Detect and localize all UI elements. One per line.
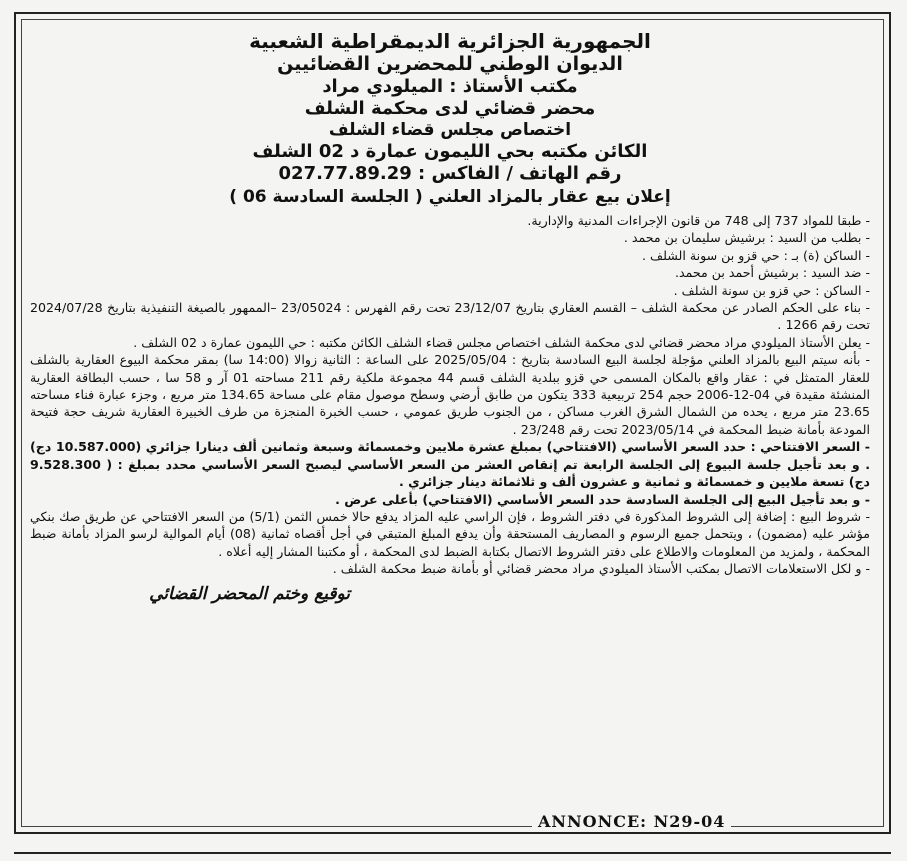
notice-header bbox=[30, 30, 870, 209]
paragraph-legal-basis: - طبقا للمواد 737 إلى 748 من قانون الإجراءات المدنية والإدارية. bbox=[527, 213, 870, 228]
header-office: الديوان الوطني للمحضرين القضائيين bbox=[277, 53, 623, 75]
paragraph-sale-details: - بأنه سيتم البيع بالمزاد العلني مؤجلة لجلسة البيع السادسة بتاريخ : 2025/05/04 على الساعة : الثانية زوالا (14:00 سا) بمقر محكمة البيوع العقارية بالشلف للعقار المتمثل في : عقار واقع بالمكان المسمى حي قزو ببلدية الشلف قسم 44 مجموعة ملكية رقم 211 مساحته 01 آر و 58 سا ، حسب البطاقة العقارية المنشئة مقيدة في 04-12-2006 حجم 254 تربيعية 333 يتكون من طابق أرضي وسطح موصول مقام على مساحة 134.65 متر مربع ، وجزء عبارة فناء مساحته 23.65 متر مربع ، يحده من الشمال الشرق الغرب مساكن ، من الجنوب طريق عمومي ، حسب الخبرة المنجزة من طرف الخبيرة العقارية شريف حجة فتيحة المودعة بأمانة ضبط المحكمة في 2023/05/14 تحت رقم 23/248 . bbox=[30, 352, 871, 437]
paragraph-opening-price: - السعر الافتتاحي : حدد السعر الأساسي (الافتتاحي) بمبلغ عشرة ملايين وخمسمائة وسبعة وثمانين ألف دينارا جزائري (10.587.000 دج) . و بعد تأجيل جلسة البيوع إلى الجلسة الرابعة تم إنقاص العشر من السعر الأساسي ليصبح السعر الأساسي محدد بمبلغ : ( 9.528.300 دج) تسعة ملايين و خمسمائة و ثمانية و عشرون ألف و ثلاثمائة دينار جزائري . bbox=[30, 439, 870, 490]
paragraph-sale-conditions: - شروط البيع : إضافة إلى الشروط المذكورة في دفتر الشروط ، فإن الراسي عليه المزاد يدفع حالا خمس الثمن (5/1) من السعر الافتتاحي عن طريق صك بنكي مؤشر عليه (مضمون) ، ويتحمل جميع الرسوم و المصاريف المستحقة وأن يدفع المبلغ المتبقي في أجل أقصاه ثمانية (08) أيام الموالية لرسو المزاد بأمانة ضبط المحكمة ، ولمزيد من المعلومات والاطلاع على دفتر الشروط الاتصال بكتابة الضبط لدى المحكمة ، أو مكتبنا المشار إليه أعلاه . bbox=[30, 508, 870, 559]
announcement-title: إعلان بيع عقار بالمزاد العلني ( الجلسة السادسة 06 ) bbox=[229, 187, 671, 207]
next-frame-border bbox=[14, 852, 891, 854]
notice-content bbox=[30, 30, 870, 604]
header-republic: الجمهورية الجزائرية الديمقراطية الشعبية bbox=[249, 29, 651, 53]
header-bailiff-name: مكتب الأستاذ : الميلودي مراد bbox=[322, 76, 578, 97]
paragraph-judgment: - بناء على الحكم الصادر عن محكمة الشلف – القسم العقاري بتاريخ 23/12/07 تحت رقم الفهرس : 23/05024 –الممهور بالصيغة التنفيذية بتاريخ 2024/07/28 تحت رقم 1266 . bbox=[30, 300, 870, 333]
paragraph-requester-address: - الساكن (ة) بـ : حي قزو بن سونة الشلف . bbox=[642, 247, 870, 263]
paragraph-sixth-session-price: - و بعد تأجيل البيع إلى الجلسة السادسة حدد السعر الأساسي (الافتتاحي) بأعلى عرض . bbox=[335, 491, 870, 507]
paragraph-contact: - و لكل الاستعلامات الاتصال بمكتب الأستاذ الميلودي مراد محضر قضائي أو بأمانة ضبط محكمة الشلف . bbox=[332, 561, 870, 577]
phone-number: 027.77.89.29 bbox=[278, 163, 412, 184]
paragraph-requester: - بطلب من السيد : برشيش سليمان بن محمد . bbox=[623, 230, 870, 246]
header-phone bbox=[30, 163, 870, 185]
header-address: الكائن مكتبه بحي الليمون عمارة د 02 الشلف bbox=[252, 141, 648, 162]
notice-body bbox=[30, 212, 870, 578]
annonce-number: ANNONCE: N29-04 bbox=[532, 812, 731, 831]
paragraph-defendant: - ضد السيد : برشيش أحمد بن محمد. bbox=[675, 265, 870, 281]
header-court: محضر قضائي لدى محكمة الشلف bbox=[304, 98, 596, 119]
paragraph-announcer: - يعلن الأستاذ الميلودي مراد محضر قضائي لدى محكمة الشلف اختصاص مجلس قضاء الشلف الكائن مكتبه : حي الليمون عمارة د 02 الشلف . bbox=[133, 334, 870, 350]
header-jurisdiction: اختصاص مجلس قضاء الشلف bbox=[328, 120, 572, 140]
signature-line: توقيع وختم المحضر القضائي bbox=[149, 583, 350, 604]
phone-label: رقم الهاتف / الفاكس : bbox=[418, 163, 622, 184]
paragraph-defendant-address: - الساكن : حي قزو بن سونة الشلف . bbox=[673, 282, 870, 298]
